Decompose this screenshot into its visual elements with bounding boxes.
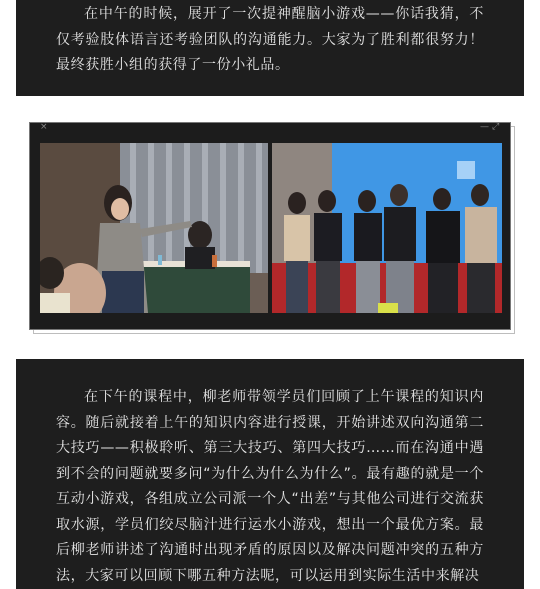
paragraph-bottom: 在下午的课程中，柳老师带领学员们回顾了上午课程的知识内容。随后就接着上午的知识内容进行授课，开始讲述双向沟通第二大技巧——积极聆听、第三大技巧、第四大技巧……而在沟通中遇到不会的问题就要多问“为什么为什么为什么”。最有趣的就是一个互动小游戏，各组成立公司派一个人“出差”与其他公司进行交流获取水源，学员们绞尽脑汁进行运水小游戏，想出一个最优方案。最后柳老师讲述了沟通时出现矛盾的原因以及解决问题冲突的五种方法，大家可以回顾下哪五种方法呢，可以运用到实际生活中来解决 (56, 389, 484, 584)
paragraph-top: 在中午的时候，展开了一次提神醒脑小游戏——你话我猜，不仅考验肢体语言还考验团队的沟通能力。大家为了胜利都很努力！最终获胜小组的获得了一份小礼品。 (56, 6, 484, 73)
minimize-icon[interactable]: — (480, 122, 489, 132)
text-card-bottom (16, 359, 524, 589)
winners-group-photo (272, 143, 502, 313)
text-card-top (16, 0, 524, 96)
group-game-photo (40, 143, 268, 313)
photo-frame (29, 122, 511, 330)
close-icon[interactable]: × (40, 122, 48, 132)
expand-icon[interactable]: ⤢ (492, 122, 500, 132)
